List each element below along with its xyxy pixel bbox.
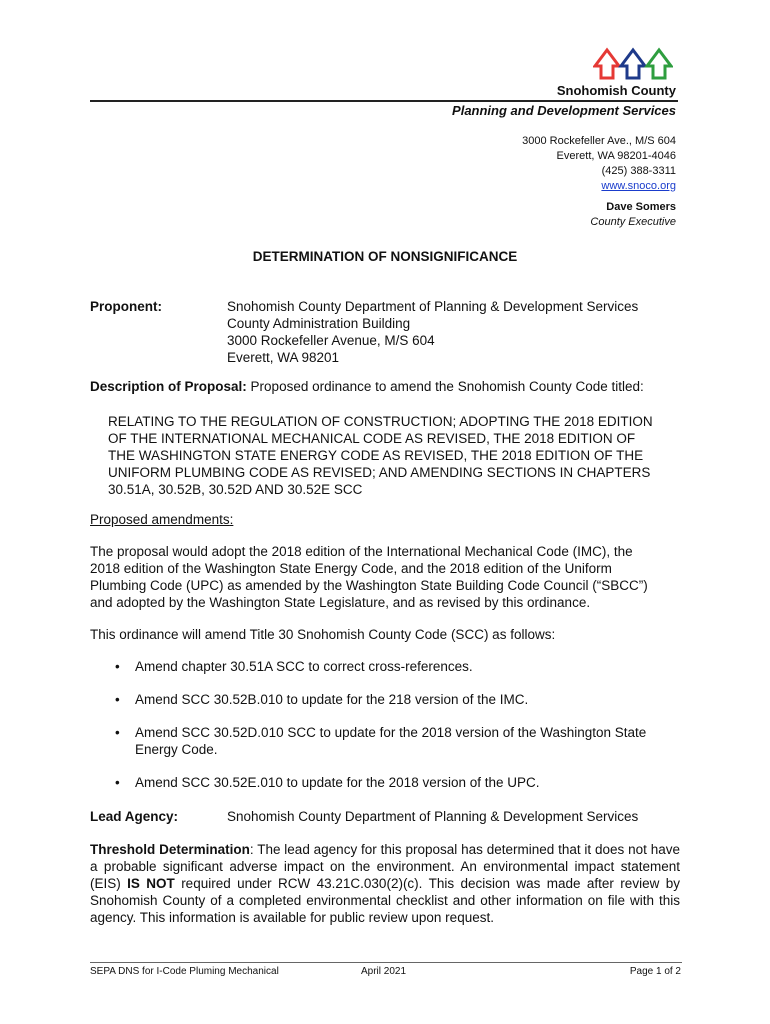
- footer-divider: [90, 962, 682, 963]
- document-title: DETERMINATION OF NONSIGNIFICANCE: [252, 249, 518, 264]
- ordinance-title-line: OF THE INTERNATIONAL MECHANICAL CODE AS REVISED, THE 2018 EDITION OF: [108, 431, 636, 446]
- amendments-heading-text: Proposed amendments: [90, 512, 230, 527]
- proponent-label: Proponent:: [90, 299, 162, 314]
- amendments-list: [115, 658, 675, 807]
- description-text: Proposed ordinance to amend the Snohomish County Code titled:: [250, 379, 644, 394]
- footer-date: April 2021: [361, 966, 407, 977]
- list-item-text: Amend chapter 30.51A SCC to correct cross-references.: [135, 659, 473, 674]
- ordinance-title-line: THE WASHINGTON STATE ENERGY CODE AS REVISED, THE 2018 EDITION OF THE: [108, 448, 644, 463]
- proponent-line: 3000 Rockefeller Avenue, M/S 604: [227, 333, 435, 348]
- threshold-label: Threshold Determination: [90, 842, 250, 857]
- county-logo-icon: [593, 44, 673, 84]
- address-line-2: Everett, WA 98201-4046: [556, 150, 676, 162]
- paragraph-line: The proposal would adopt the 2018 edition of the International Mechanical Code (IMC), the: [90, 544, 633, 559]
- amendments-intro: This ordinance will amend Title 30 Snohomish County Code (SCC) as follows:: [90, 627, 556, 642]
- phone-number: (425) 388-3311: [601, 165, 676, 177]
- proponent-line: Snohomish County Department of Planning & Development Services: [227, 299, 639, 314]
- ordinance-title: [108, 413, 678, 498]
- paragraph-line: Plumbing Code (UPC) as amended by the Washington State Building Code Council (“SBCC”): [90, 578, 648, 593]
- executive-block: [590, 200, 676, 230]
- executive-title: County Executive: [590, 216, 676, 228]
- list-item: • Amend chapter 30.51A SCC to correct cross-references.: [115, 659, 473, 674]
- list-item: • Amend SCC 30.52D.010 SCC to update for the 2018 version of the Washington State Energy Code.: [115, 725, 647, 757]
- department-name: Planning and Development Services: [452, 103, 676, 118]
- threshold-text-a: The lead agency for this proposal has determined that it does not have a probable significant adverse impact on the environment. An environmental impact statement (EIS): [90, 842, 680, 891]
- footer-page-number: Page 1 of 2: [629, 966, 681, 977]
- amendments-paragraph: [90, 543, 680, 611]
- executive-name: Dave Somers: [606, 201, 676, 213]
- list-item: • Amend SCC 30.52E.010 to update for the 2018 version of the UPC.: [115, 775, 540, 790]
- ordinance-title-line: RELATING TO THE REGULATION OF CONSTRUCTION; ADOPTING THE 2018 EDITION: [108, 414, 653, 429]
- threshold-emphasis: IS NOT: [127, 876, 175, 891]
- lead-agency-label: Lead Agency:: [90, 809, 179, 824]
- website-link[interactable]: www.snoco.org: [601, 180, 676, 192]
- list-item-text: Amend SCC 30.52E.010 to update for the 2018 version of the UPC.: [135, 775, 540, 790]
- ordinance-title-line: UNIFORM PLUMBING CODE AS REVISED; AND AMENDING SECTIONS IN CHAPTERS: [108, 465, 651, 480]
- footer-document-name: SEPA DNS for I-Code Pluming Mechanical: [90, 966, 279, 977]
- list-item-text: Amend SCC 30.52B.010 to update for the 218 version of the IMC.: [135, 692, 529, 707]
- amendments-heading: Proposed amendments:: [90, 512, 234, 527]
- ordinance-title-line: 30.51A, 30.52B, 30.52D AND 30.52E SCC: [108, 482, 363, 497]
- office-address: [522, 134, 676, 194]
- list-item-text: Amend SCC 30.52D.010 SCC to update for the 2018 version of the Washington State Energy Code.: [135, 725, 647, 757]
- paragraph-line: and adopted by the Washington State Legislature, and as revised by this ordinance.: [90, 595, 591, 610]
- county-name: Snohomish County: [556, 83, 676, 98]
- lead-agency-value: Snohomish County Department of Planning & Development Services: [227, 809, 639, 824]
- description-line: [90, 378, 644, 395]
- proponent-line: County Administration Building: [227, 316, 411, 331]
- list-item: • Amend SCC 30.52B.010 to update for the 218 version of the IMC.: [115, 692, 529, 707]
- description-label: Description of Proposal:: [90, 379, 247, 394]
- threshold-text-b: required under RCW 43.21C.030(2)(c). This decision was made after review by Snohomish County of a completed environmental checklist and other information on file with this agency. This information is available for public review upon request.: [90, 876, 680, 925]
- threshold-determination: Threshold Determination: The lead agency for this proposal has determined that it does not have a probable significant adverse impact on the environment. An environmental impact statement (EIS) IS NOT required under RCW 43.21C.030(2)(c). This decision was made after review by Snohomish County of a completed environmental checklist and other information on file with this agency. This information is available for public review upon request.: [90, 842, 680, 925]
- address-line-1: 3000 Rockefeller Ave., M/S 604: [522, 135, 676, 147]
- proponent-details: [227, 298, 638, 366]
- paragraph-line: 2018 edition of the Washington State Energy Code, and the 2018 edition of the Uniform: [90, 561, 612, 576]
- header-divider: [90, 100, 678, 102]
- proponent-line: Everett, WA 98201: [227, 350, 340, 365]
